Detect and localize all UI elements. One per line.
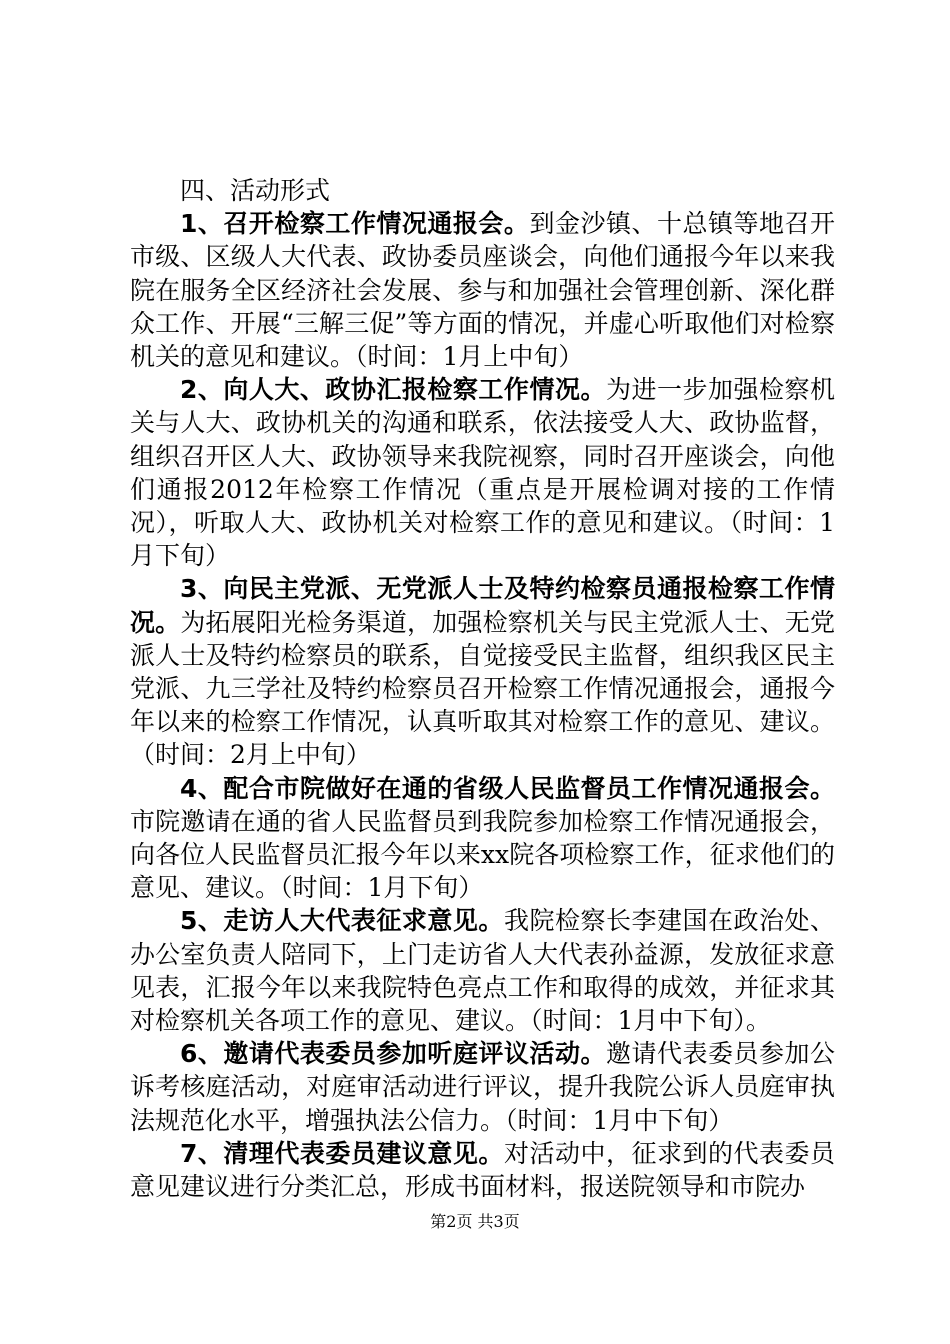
item-body: 我院检察长李建国在政治处、办公室负责人陪同下，上门走访省人大代表孙益源，发放征求意见表，汇报今年以来我院特色亮点工作和取得的成效，并征求其对检察机关各项工作的意见、建议。（时间：1月中下旬）。 <box>130 906 835 1036</box>
item-body: 对活动中，征求到的代表委员意见建议进行分类汇总，形成书面材料，报送院领导和市院办 <box>130 1138 835 1202</box>
list-item <box>130 1037 835 1137</box>
item-lead: 1、召开检察工作情况通报会。 <box>180 209 530 239</box>
list-item <box>130 772 835 905</box>
list-item <box>130 1137 835 1203</box>
list-item <box>130 373 835 572</box>
item-body: 到金沙镇、十总镇等地召开市级、区级人大代表、政协委员座谈会，向他们通报今年以来我院在服务全区经济社会发展、参与和加强社会管理创新、深化群众工作、开展“三解三促”等方面的情况，并虚心听取他们对检察机关的意见和建议。（时间：1月上中旬） <box>130 209 835 372</box>
item-lead: 2、向人大、政协汇报检察工作情况。 <box>180 375 606 405</box>
item-body: 为进一步加强检察机关与人大、政协机关的沟通和联系，依法接受人大、政协监督，组织召开区人大、政协领导来我院视察，同时召开座谈会，向他们通报2012年检察工作情况（重点是开展检调对接的工作情况），听取人大、政协机关对检察工作的意见和建议。（时间：1月下旬） <box>130 375 835 571</box>
item-lead: 6、邀请代表委员参加听庭评议活动。 <box>180 1039 606 1069</box>
item-body: 为拓展阳光检务渠道，加强检察机关与民主党派人士、无党派人士及特约检察员的联系，自觉接受民主监督，组织我区民主党派、九三学社及特约检察员召开检察工作情况通报会，通报今年以来的检察工作情况，认真听取其对检察工作的意见、建议。（时间：2月上中旬） <box>130 607 835 770</box>
item-body: 市院邀请在通的省人民监督员到我院参加检察工作情况通报会，向各位人民监督员汇报今年以来xx院各项检察工作，征求他们的意见、建议。（时间：1月下旬） <box>130 806 835 903</box>
list-item <box>130 904 835 1037</box>
item-lead: 7、清理代表委员建议意见。 <box>180 1138 504 1168</box>
item-body: 邀请代表委员参加公诉考核庭活动，对庭审活动进行评议，提升我院公诉人员庭审执法规范化水平，增强执法公信力。（时间：1月中下旬） <box>130 1039 835 1135</box>
item-lead: 5、走访人大代表征求意见。 <box>180 906 504 936</box>
item-lead: 3、向民主党派、无党派人士及特约检察员通报检察工作情况。 <box>130 574 835 637</box>
page-number-footer: 第2页 共3页 <box>430 1212 520 1231</box>
list-item <box>130 207 835 373</box>
item-lead: 4、配合市院做好在通的省级人民监督员工作情况通报会。 <box>180 773 835 803</box>
list-item <box>130 572 835 771</box>
section-heading: 四、活动形式 <box>180 176 331 205</box>
document-body <box>130 174 835 1203</box>
